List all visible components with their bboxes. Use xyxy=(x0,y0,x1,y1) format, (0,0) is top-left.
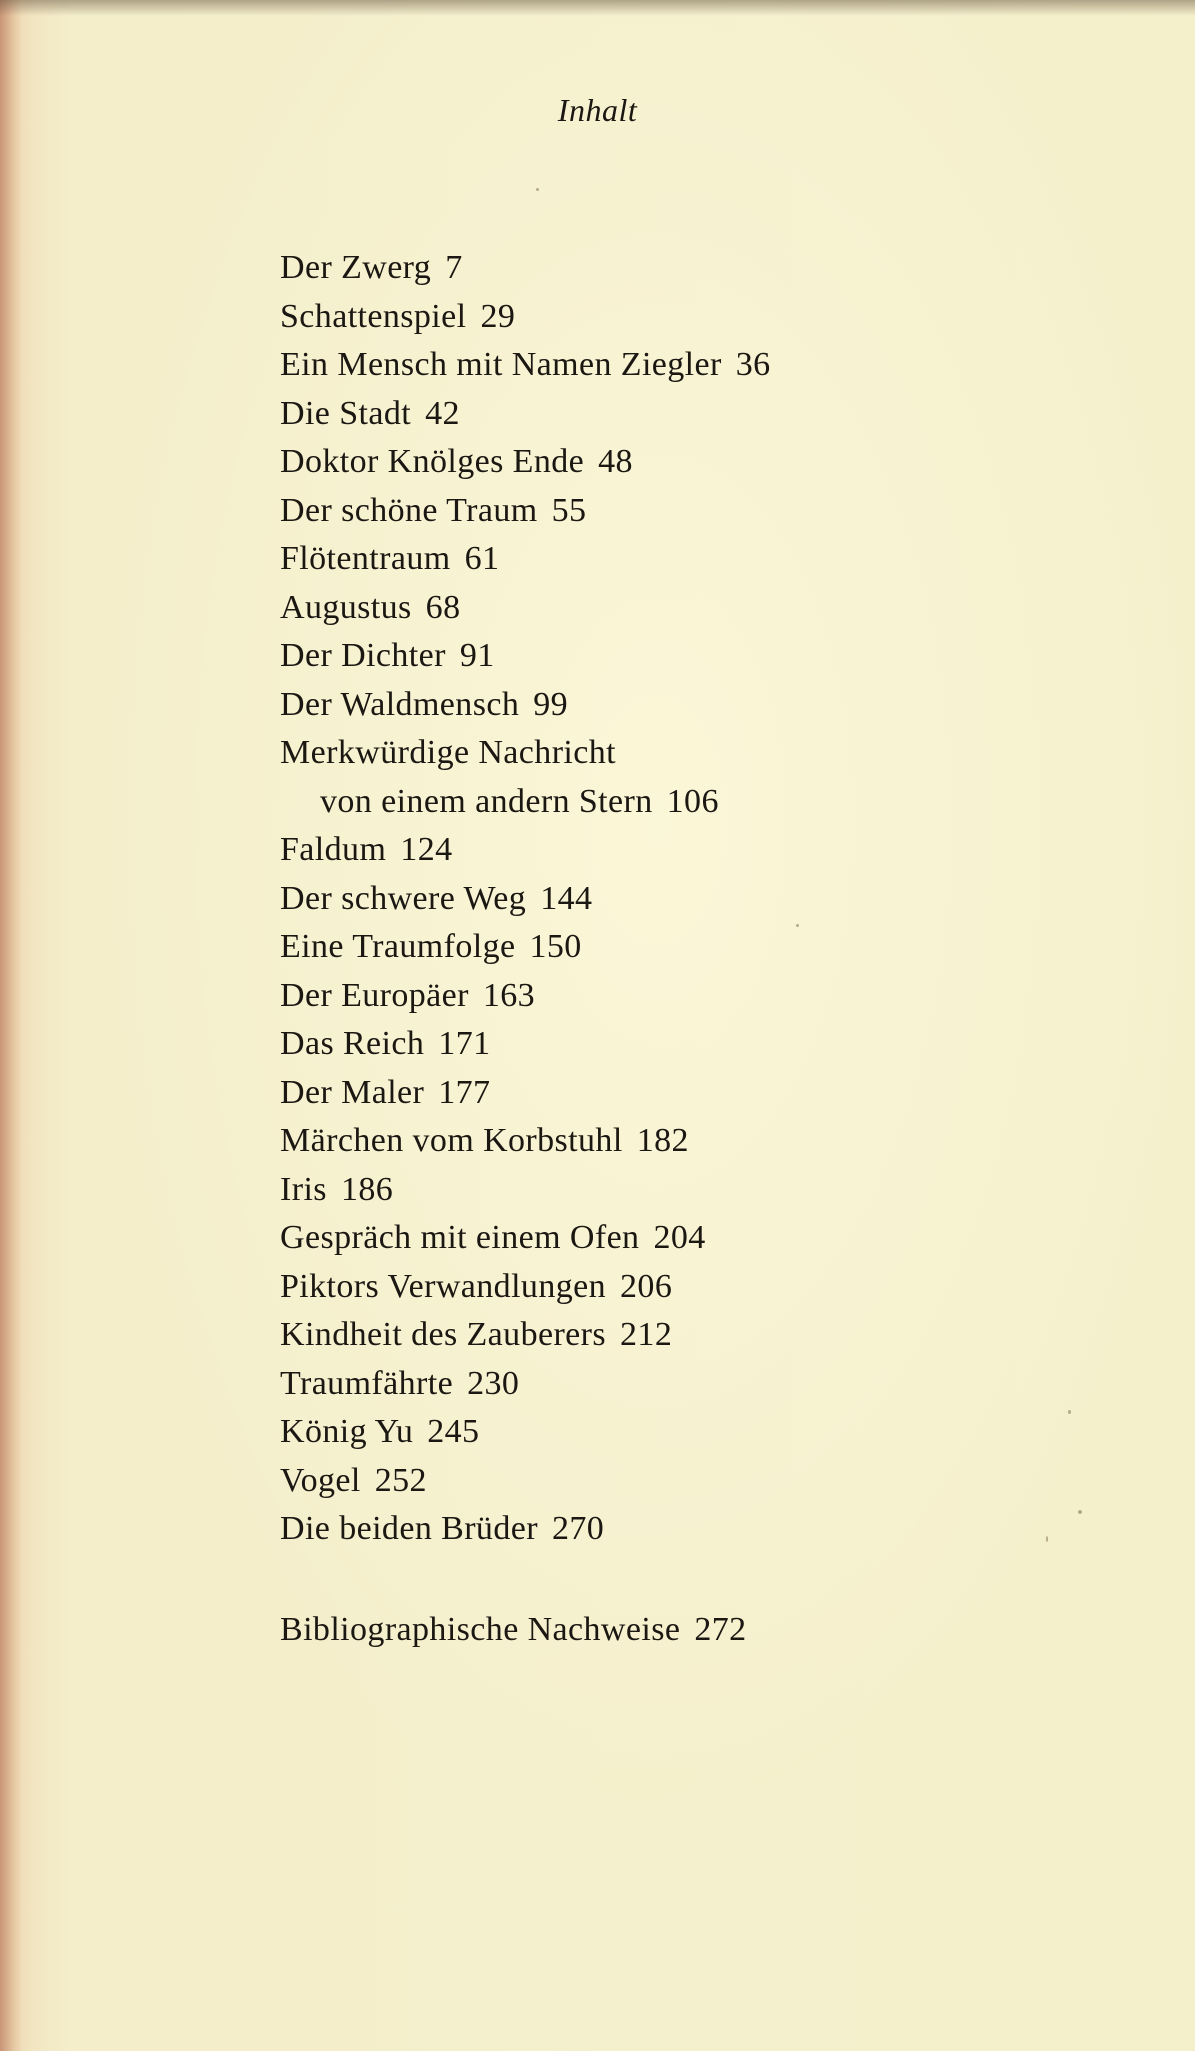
toc-entry[interactable] xyxy=(280,1360,1140,1409)
toc-entry-page: 68 xyxy=(425,588,461,626)
toc-entry-page: 91 xyxy=(459,637,495,674)
toc-entry[interactable] xyxy=(280,1069,1140,1118)
toc-entry-page: 61 xyxy=(464,540,500,577)
toc-entry-title: Traumfährte xyxy=(280,1364,454,1402)
toc-entry[interactable] xyxy=(280,341,1140,390)
toc-entry-page: 29 xyxy=(480,297,516,335)
toc-entry[interactable] xyxy=(280,1214,1140,1263)
toc-entry-page: 163 xyxy=(482,976,536,1014)
toc-entry-page: 206 xyxy=(620,1267,673,1305)
toc-entry[interactable] xyxy=(280,390,1140,439)
toc-entry[interactable] xyxy=(280,681,1140,730)
toc-entry[interactable] xyxy=(280,487,1140,536)
toc-entry[interactable] xyxy=(280,244,1140,293)
toc-entry-title: Flötentraum xyxy=(280,540,451,577)
toc-entry[interactable] xyxy=(280,1020,1140,1069)
toc-entry[interactable] xyxy=(280,1457,1140,1506)
toc-entry-page: 124 xyxy=(400,831,453,868)
toc-entry-title: Kindheit des Zauberers xyxy=(280,1316,607,1353)
toc-entry-title: Die Stadt xyxy=(280,394,412,432)
toc-entry-page: 150 xyxy=(529,928,582,965)
toc-entry-page: 48 xyxy=(598,443,633,480)
toc-entry[interactable] xyxy=(280,1263,1140,1312)
toc-entry-page: 7 xyxy=(445,249,463,286)
toc-entry-title: Bibliographische Nachweise xyxy=(280,1611,681,1648)
page-title: Inhalt xyxy=(557,92,638,128)
toc-entry-page: 204 xyxy=(653,1219,706,1256)
toc-entry-page: 186 xyxy=(340,1170,394,1208)
toc-entry-page: 36 xyxy=(735,346,771,383)
toc-entry[interactable] xyxy=(280,535,1140,584)
toc-entry-title: Märchen vom Korbstuhl xyxy=(280,1122,623,1159)
toc-entry[interactable] xyxy=(280,1505,1140,1554)
toc-entry[interactable] xyxy=(280,1311,1140,1360)
toc-entry-title: Schattenspiel xyxy=(280,297,467,335)
toc-entry-title: von einem andern Stern xyxy=(320,782,653,820)
toc-entry-title: Das Reich xyxy=(280,1025,425,1062)
toc-entry-continuation[interactable] xyxy=(280,778,1140,827)
toc-entry[interactable] xyxy=(280,1117,1140,1166)
toc-entry-title: Ein Mensch mit Namen Ziegler xyxy=(280,346,722,383)
toc-entry[interactable] xyxy=(280,584,1140,633)
toc-entry-title: Eine Traumfolge xyxy=(280,928,516,965)
toc-entry-page: 230 xyxy=(467,1364,520,1402)
toc-entry-page: 171 xyxy=(438,1025,491,1062)
paper-speck xyxy=(536,188,539,191)
toc-entry[interactable] xyxy=(280,1408,1140,1457)
toc-entry[interactable] xyxy=(280,729,1140,778)
toc-entry[interactable] xyxy=(280,438,1140,487)
toc-entry-title: Merkwürdige Nachricht xyxy=(280,734,616,771)
toc-entry-page: 55 xyxy=(551,491,587,529)
toc-entry-page: 177 xyxy=(438,1073,491,1111)
toc-entry[interactable] xyxy=(280,826,1140,875)
toc-entry-page: 99 xyxy=(533,685,569,723)
toc-entry-title: Vogel xyxy=(280,1461,361,1499)
toc-appendix-entry[interactable] xyxy=(280,1606,747,1654)
toc-entry-title: König Yu xyxy=(280,1413,414,1450)
toc-entry-title: Piktors Verwandlungen xyxy=(280,1267,607,1305)
toc-entry-title: Die beiden Brüder xyxy=(280,1510,538,1547)
toc-entry[interactable] xyxy=(280,632,1140,681)
toc-entry-title: Faldum xyxy=(280,831,387,868)
toc-entry-page: 42 xyxy=(425,394,460,432)
toc-entry[interactable] xyxy=(280,875,1140,924)
toc-entry-title: Gespräch mit einem Ofen xyxy=(280,1219,640,1256)
toc-entry-title: Der Zwerg xyxy=(280,249,432,286)
toc-entry-title: Der Dichter xyxy=(280,637,446,674)
toc-entry-page: 245 xyxy=(427,1413,480,1450)
toc-entry-page: 182 xyxy=(636,1122,689,1159)
page-binding-shadow xyxy=(0,0,22,2051)
toc-entry-page: 270 xyxy=(551,1510,605,1547)
toc-entry-title: Augustus xyxy=(280,588,412,626)
toc-entry-title: Doktor Knölges Ende xyxy=(280,443,585,480)
toc-entry[interactable] xyxy=(280,293,1140,342)
toc-entry-page: 106 xyxy=(666,782,719,820)
toc-entry-title: Der Waldmensch xyxy=(280,685,520,723)
toc-entry-page: 144 xyxy=(540,879,593,917)
table-of-contents xyxy=(280,244,1140,1554)
toc-entry-title: Iris xyxy=(280,1170,327,1208)
toc-entry-title: Der Europäer xyxy=(280,976,469,1014)
toc-entry-page: 272 xyxy=(694,1611,747,1648)
toc-entry-page: 252 xyxy=(374,1461,427,1499)
toc-entry-page: 212 xyxy=(620,1316,673,1353)
toc-entry-title: Der Maler xyxy=(280,1073,425,1111)
toc-entry[interactable] xyxy=(280,1166,1140,1215)
page-top-shadow xyxy=(0,0,1195,16)
toc-entry-title: Der schöne Traum xyxy=(280,491,538,529)
toc-entry[interactable] xyxy=(280,923,1140,972)
toc-entry-title: Der schwere Weg xyxy=(280,879,527,917)
toc-entry[interactable] xyxy=(280,972,1140,1021)
